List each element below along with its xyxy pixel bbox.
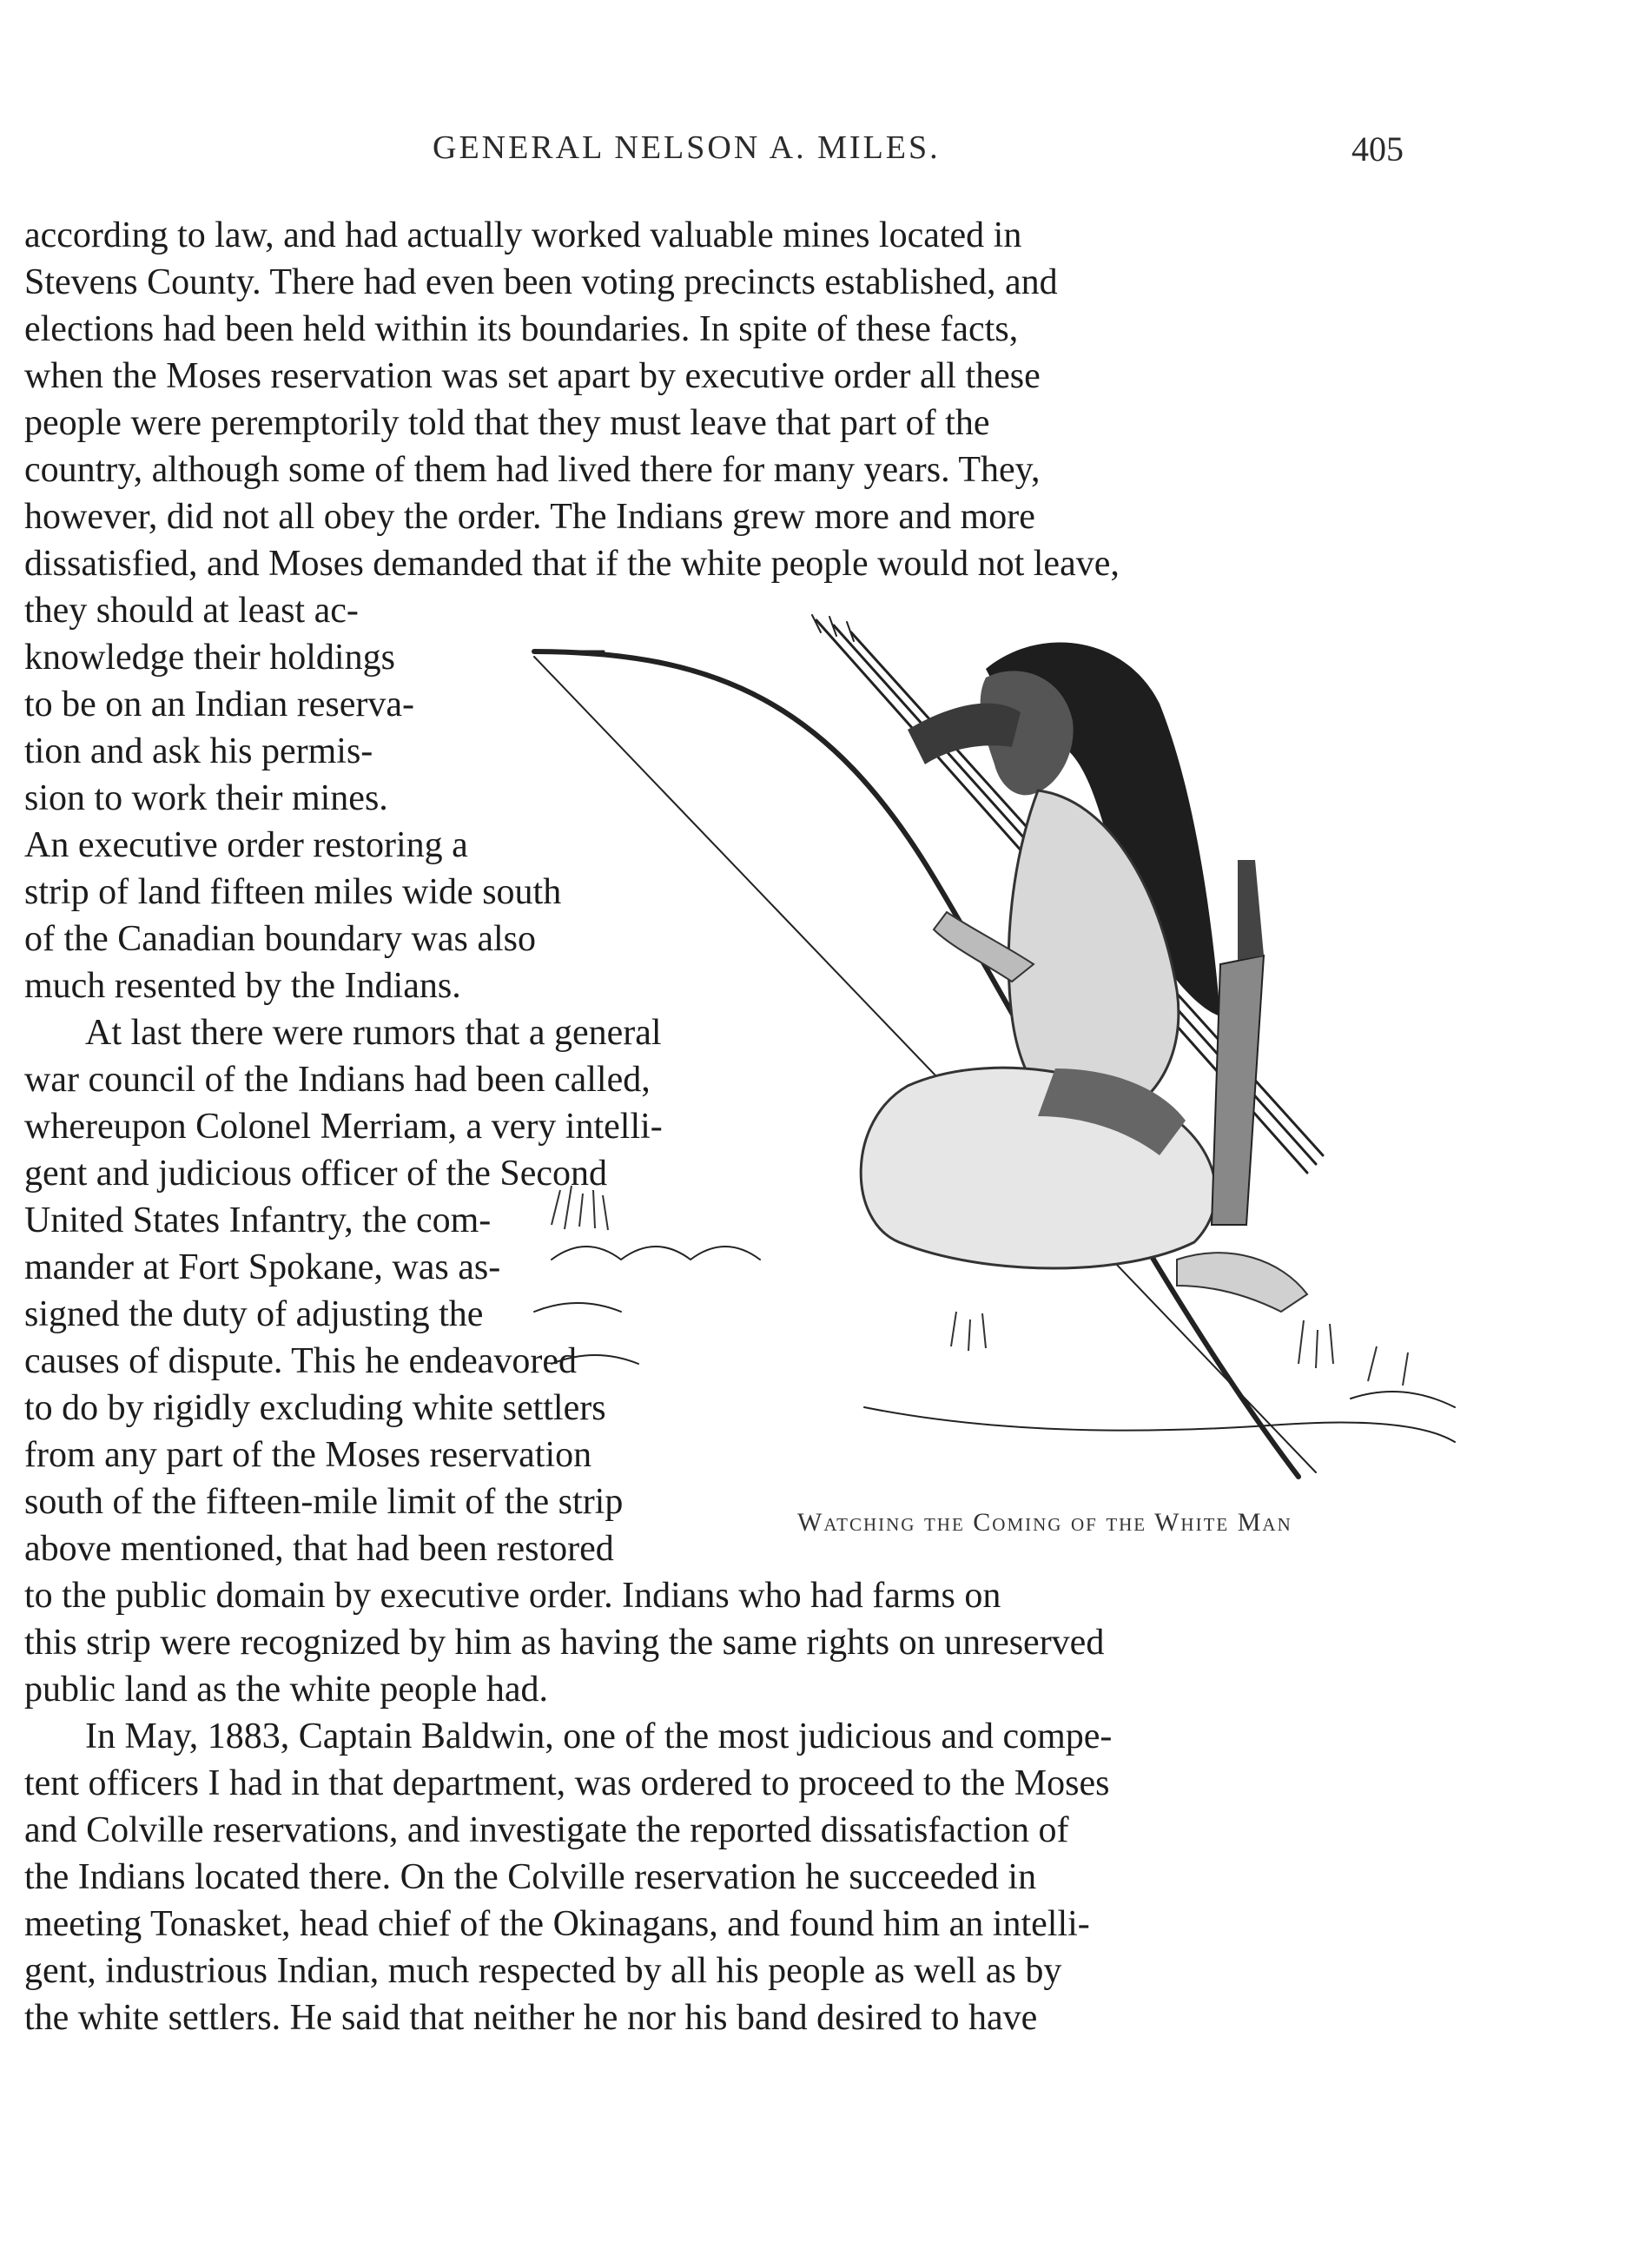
body-line: country, although some of them had lived there for many years. They, <box>24 450 1041 490</box>
running-head-title: GENERAL NELSON A. MILES. <box>433 129 941 166</box>
body-line: to the public domain by executive order. Indians who had farms on <box>24 1576 1001 1616</box>
body-line: tent officers I had in that department, was ordered to proceed to the Moses <box>24 1763 1110 1803</box>
body-line: south of the fifteen-mile limit of the strip <box>24 1482 624 1522</box>
body-line: according to law, and had actually worked valuable mines located in <box>24 215 1022 255</box>
body-line: meeting Tonasket, head chief of the Okinagans, and found him an intelli- <box>24 1904 1090 1944</box>
body-line: In May, 1883, Captain Baldwin, one of the most judicious and compe- <box>85 1716 1113 1756</box>
body-line: this strip were recognized by him as having the same rights on unreserved <box>24 1623 1105 1663</box>
figure-caption: Watching the Coming of the White Man <box>797 1508 1292 1537</box>
body-line: to do by rigidly excluding white settlers <box>24 1388 606 1428</box>
body-line: of the Canadian boundary was also <box>24 919 537 959</box>
body-line: the white settlers. He said that neither he nor his band desired to have <box>24 1998 1038 2038</box>
body-line: much resented by the Indians. <box>24 966 461 1006</box>
body-line: mander at Fort Spokane, was as- <box>24 1247 501 1287</box>
body-line: and Colville reservations, and investigate the reported dissatisfaction of <box>24 1810 1069 1850</box>
body-line: United States Infantry, the com- <box>24 1200 492 1240</box>
body-line: public land as the white people had. <box>24 1670 548 1710</box>
body-line: An executive order restoring a <box>24 825 468 865</box>
body-line: tion and ask his permis- <box>24 731 373 771</box>
body-line: above mentioned, that had been restored <box>24 1529 614 1569</box>
body-line: sion to work their mines. <box>24 778 388 818</box>
body-line: whereupon Colonel Merriam, a very intelli- <box>24 1107 663 1147</box>
body-line: At last there were rumors that a general <box>85 1013 662 1053</box>
body-line: knowledge their holdings <box>24 638 395 678</box>
body-line: gent and judicious officer of the Second <box>24 1154 608 1194</box>
body-line: to be on an Indian reserva- <box>24 685 414 724</box>
body-line: gent, industrious Indian, much respected by all his people as well as by <box>24 1951 1062 1991</box>
body-line: when the Moses reservation was set apart by executive order all these <box>24 356 1041 396</box>
body-line: the Indians located there. On the Colville reservation he succeeded in <box>24 1857 1037 1897</box>
page-number: 405 <box>1351 129 1404 169</box>
body-line: strip of land fifteen miles wide south <box>24 872 562 912</box>
body-line: causes of dispute. This he endeavored <box>24 1341 578 1381</box>
body-line: elections had been held within its boundaries. In spite of these facts, <box>24 309 1019 349</box>
body-line: they should at least ac- <box>24 591 359 631</box>
body-line: from any part of the Moses reservation <box>24 1435 592 1475</box>
body-line: signed the duty of adjusting the <box>24 1294 484 1334</box>
body-line: people were peremptorily told that they must leave that part of the <box>24 403 990 443</box>
body-line: dissatisfied, and Moses demanded that if the white people would not leave, <box>24 544 1120 584</box>
body-line: however, did not all obey the order. The Indians grew more and more <box>24 497 1035 537</box>
illustration-kneeling-figure-with-bow <box>499 599 1472 1511</box>
body-line: Stevens County. There had even been voting precincts established, and <box>24 262 1058 302</box>
body-line: war council of the Indians had been called, <box>24 1060 651 1100</box>
